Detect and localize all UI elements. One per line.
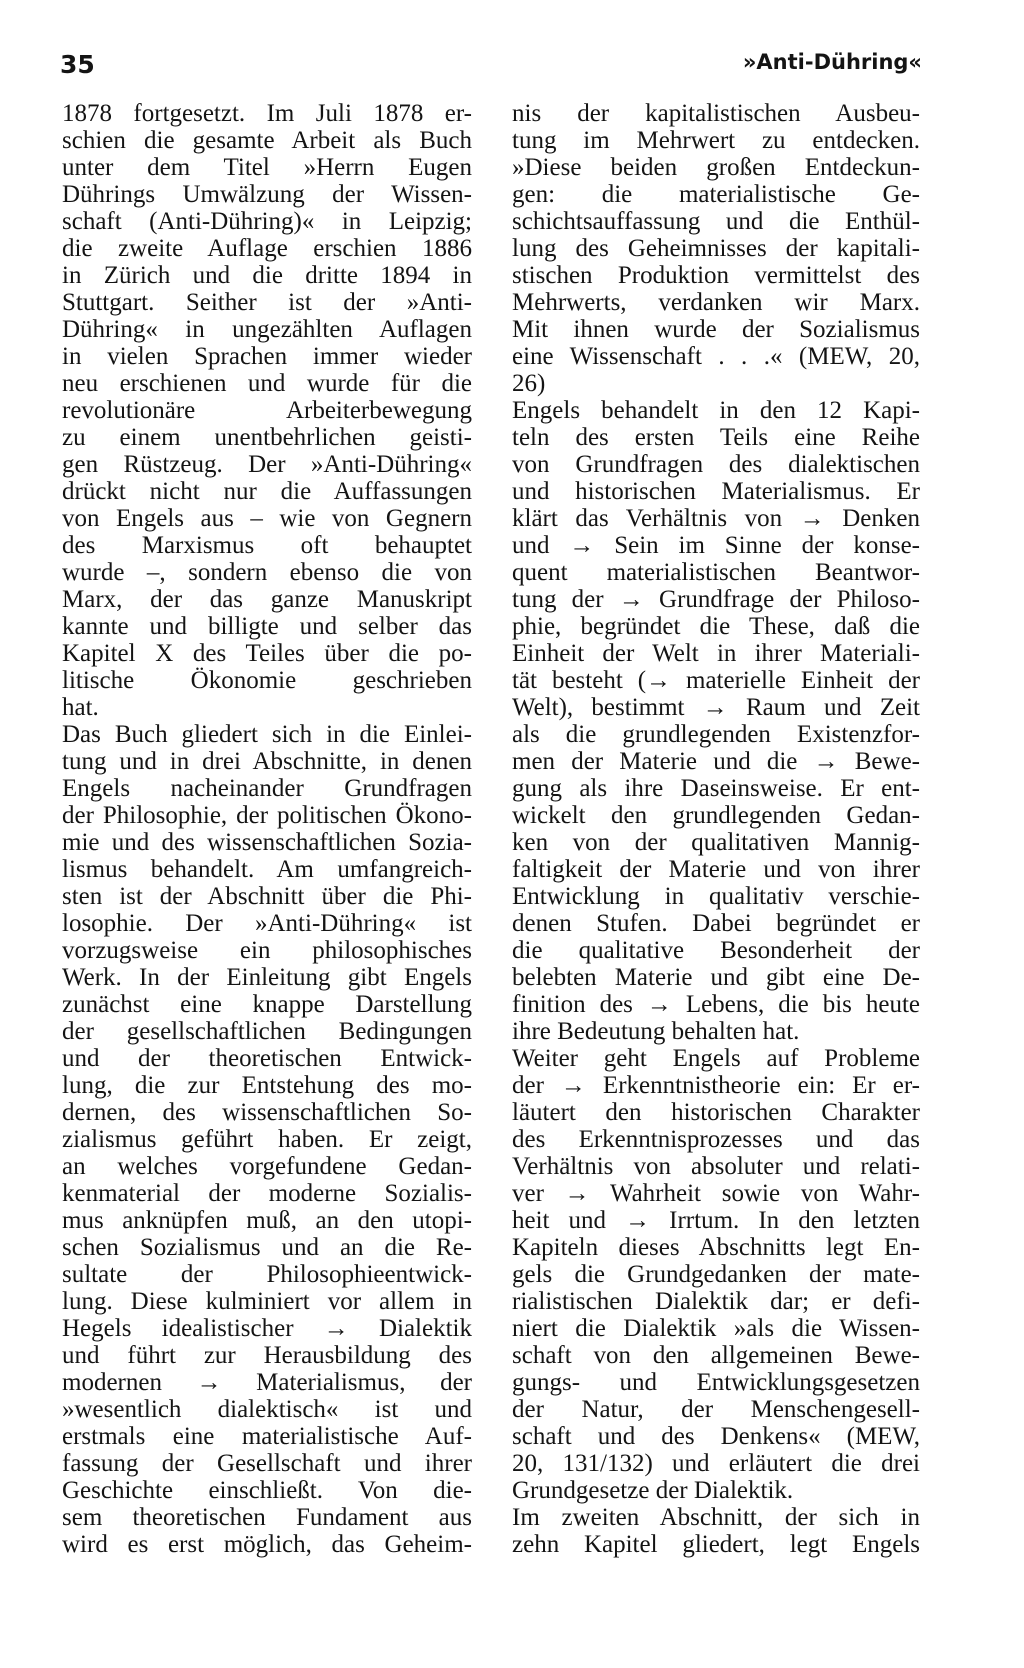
- text-line: fassung der Gesellschaft und ihrer: [62, 1450, 472, 1477]
- text-line: drückt nicht nur die Auffassungen: [62, 478, 472, 505]
- text-line: Mehrwerts, verdanken wir Marx.: [512, 289, 920, 316]
- text-line: teln des ersten Teils eine Reihe: [512, 424, 920, 451]
- text-line: kenmaterial der moderne Sozialis-: [62, 1180, 472, 1207]
- text-line: schaft und des Denkens« (MEW,: [512, 1423, 920, 1450]
- text-line: sten ist der Abschnitt über die Phi-: [62, 883, 472, 910]
- page-number: 35: [60, 50, 95, 79]
- text-line: lung. Diese kulminiert vor allem in: [62, 1288, 472, 1315]
- text-line: Im zweiten Abschnitt, der sich in: [512, 1504, 920, 1531]
- text-line: ken von der qualitativen Mannig-: [512, 829, 920, 856]
- text-line: neu erschienen und wurde für die: [62, 370, 472, 397]
- text-line: dernen, des wissenschaftlichen So-: [62, 1099, 472, 1126]
- text-line: lung des Geheimnisses der kapitali-: [512, 235, 920, 262]
- text-line: zialismus geführt haben. Er zeigt,: [62, 1126, 472, 1153]
- text-line: kannte und billigte und selber das: [62, 613, 472, 640]
- text-line: des Erkenntnisprozesses und das: [512, 1126, 920, 1153]
- text-line: Geschichte einschließt. Von die-: [62, 1477, 472, 1504]
- text-line: zu einem unentbehrlichen geisti-: [62, 424, 472, 451]
- text-line: Kapitel X des Teiles über die po-: [62, 640, 472, 667]
- text-line: die qualitative Besonderheit der: [512, 937, 920, 964]
- text-line: schien die gesamte Arbeit als Buch: [62, 127, 472, 154]
- text-line: wickelt den grundlegenden Gedan-: [512, 802, 920, 829]
- text-line: quent materialistischen Beantwor-: [512, 559, 920, 586]
- text-line: Das Buch gliedert sich in die Einlei-: [62, 721, 472, 748]
- text-line: Mit ihnen wurde der Sozialismus: [512, 316, 920, 343]
- text-line: tät besteht (→ materielle Einheit der: [512, 667, 920, 694]
- text-line: men der Materie und die → Bewe-: [512, 748, 920, 775]
- text-line: und → Sein im Sinne der konse-: [512, 532, 920, 559]
- text-line: 1878 fortgesetzt. Im Juli 1878 er-: [62, 100, 472, 127]
- text-line: sultate der Philosophieentwick-: [62, 1261, 472, 1288]
- text-line: modernen → Materialismus, der: [62, 1369, 472, 1396]
- text-line: und führt zur Herausbildung des: [62, 1342, 472, 1369]
- text-line: losophie. Der »Anti-Dühring« ist: [62, 910, 472, 937]
- text-line: gels die Grundgedanken der mate-: [512, 1261, 920, 1288]
- text-line: der Natur, der Menschengesell-: [512, 1396, 920, 1423]
- text-line: wird es erst möglich, das Geheim-: [62, 1531, 472, 1558]
- right-column: [512, 100, 920, 1558]
- text-line: Weiter geht Engels auf Probleme: [512, 1045, 920, 1072]
- text-line: der Philosophie, der politischen Ökono-: [62, 802, 472, 829]
- text-line: Entwicklung in qualitativ verschie-: [512, 883, 920, 910]
- text-line: erstmals eine materialistische Auf-: [62, 1423, 472, 1450]
- text-line: sem theoretischen Fundament aus: [62, 1504, 472, 1531]
- text-line: unter dem Titel »Herrn Eugen: [62, 154, 472, 181]
- text-line: zehn Kapitel gliedert, legt Engels: [512, 1531, 920, 1558]
- text-line: gung als ihre Daseinsweise. Er ent-: [512, 775, 920, 802]
- text-line: nis der kapitalistischen Ausbeu-: [512, 100, 920, 127]
- text-line: denen Stufen. Dabei begründet er: [512, 910, 920, 937]
- text-line: mus anknüpfen muß, an den utopi-: [62, 1207, 472, 1234]
- text-line: rialistischen Dialektik dar; er defi-: [512, 1288, 920, 1315]
- text-line: ver → Wahrheit sowie von Wahr-: [512, 1180, 920, 1207]
- text-line: lung, die zur Entstehung des mo-: [62, 1072, 472, 1099]
- text-line: zunächst eine knappe Darstellung: [62, 991, 472, 1018]
- text-line: ihre Bedeutung behalten hat.: [512, 1018, 800, 1045]
- text-line: mie und des wissenschaftlichen Sozia-: [62, 829, 472, 856]
- text-line: an welches vorgefundene Gedan-: [62, 1153, 472, 1180]
- text-line: des Marxismus oft behauptet: [62, 532, 472, 559]
- text-line: »Diese beiden großen Entdeckun-: [512, 154, 920, 181]
- text-line: vorzugsweise ein philosophisches: [62, 937, 472, 964]
- text-line: in Zürich und die dritte 1894 in: [62, 262, 472, 289]
- text-line: Stuttgart. Seither ist der »Anti-: [62, 289, 472, 316]
- text-line: Welt), bestimmt → Raum und Zeit: [512, 694, 920, 721]
- text-line: tung und in drei Abschnitte, in denen: [62, 748, 472, 775]
- text-line: revolutionäre Arbeiterbewegung: [62, 397, 472, 424]
- text-line: Grundgesetze der Dialektik.: [512, 1477, 794, 1504]
- text-line: läutert den historischen Charakter: [512, 1099, 920, 1126]
- text-line: lismus behandelt. Am umfangreich-: [62, 856, 472, 883]
- text-line: finition des → Lebens, die bis heute: [512, 991, 920, 1018]
- text-line: hat.: [62, 694, 99, 721]
- text-line: als die grundlegenden Existenzfor-: [512, 721, 920, 748]
- text-line: wurde –, sondern ebenso die von: [62, 559, 472, 586]
- text-line: Werk. In der Einleitung gibt Engels: [62, 964, 472, 991]
- left-column: [62, 100, 472, 1558]
- text-line: von Grundfragen des dialektischen: [512, 451, 920, 478]
- text-line: phie, begründet die These, daß die: [512, 613, 920, 640]
- text-line: schaft (Anti-Dühring)« in Leipzig;: [62, 208, 472, 235]
- text-line: niert die Dialektik »als die Wissen-: [512, 1315, 920, 1342]
- running-head: »Anti-Dühring«: [742, 50, 922, 74]
- text-line: heit und → Irrtum. In den letzten: [512, 1207, 920, 1234]
- text-line: gen: die materialistische Ge-: [512, 181, 920, 208]
- text-line: schaft von den allgemeinen Bewe-: [512, 1342, 920, 1369]
- text-line: »wesentlich dialektisch« ist und: [62, 1396, 472, 1423]
- text-line: Hegels idealistischer → Dialektik: [62, 1315, 472, 1342]
- text-line: und der theoretischen Entwick-: [62, 1045, 472, 1072]
- text-line: der → Erkenntnistheorie ein: Er er-: [512, 1072, 920, 1099]
- text-line: Marx, der das ganze Manuskript: [62, 586, 472, 613]
- text-line: belebten Materie und gibt eine De-: [512, 964, 920, 991]
- text-line: eine Wissenschaft . . .« (MEW, 20,: [512, 343, 920, 370]
- text-line: 26): [512, 370, 546, 397]
- text-line: in vielen Sprachen immer wieder: [62, 343, 472, 370]
- text-line: tung der → Grundfrage der Philoso-: [512, 586, 920, 613]
- text-line: Einheit der Welt in ihrer Materiali-: [512, 640, 920, 667]
- text-line: die zweite Auflage erschien 1886: [62, 235, 472, 262]
- text-line: stischen Produktion vermittelst des: [512, 262, 920, 289]
- text-line: Engels behandelt in den 12 Kapi-: [512, 397, 920, 424]
- text-line: klärt das Verhältnis von → Denken: [512, 505, 920, 532]
- text-line: Verhältnis von absoluter und relati-: [512, 1153, 920, 1180]
- text-line: Dühring« in ungezählten Auflagen: [62, 316, 472, 343]
- text-line: Engels nacheinander Grundfragen: [62, 775, 472, 802]
- text-line: der gesellschaftlichen Bedingungen: [62, 1018, 472, 1045]
- text-line: litische Ökonomie geschrieben: [62, 667, 472, 694]
- text-line: schen Sozialismus und an die Re-: [62, 1234, 472, 1261]
- text-line: gungs- und Entwicklungsgesetzen: [512, 1369, 920, 1396]
- text-line: 20, 131/132) und erläutert die drei: [512, 1450, 920, 1477]
- text-line: schichtsauffassung und die Enthül-: [512, 208, 920, 235]
- text-line: von Engels aus – wie von Gegnern: [62, 505, 472, 532]
- text-line: und historischen Materialismus. Er: [512, 478, 920, 505]
- text-line: Dührings Umwälzung der Wissen-: [62, 181, 472, 208]
- text-line: faltigkeit der Materie und von ihrer: [512, 856, 920, 883]
- text-line: tung im Mehrwert zu entdecken.: [512, 127, 920, 154]
- text-line: Kapiteln dieses Abschnitts legt En-: [512, 1234, 920, 1261]
- text-line: gen Rüstzeug. Der »Anti-Dühring«: [62, 451, 472, 478]
